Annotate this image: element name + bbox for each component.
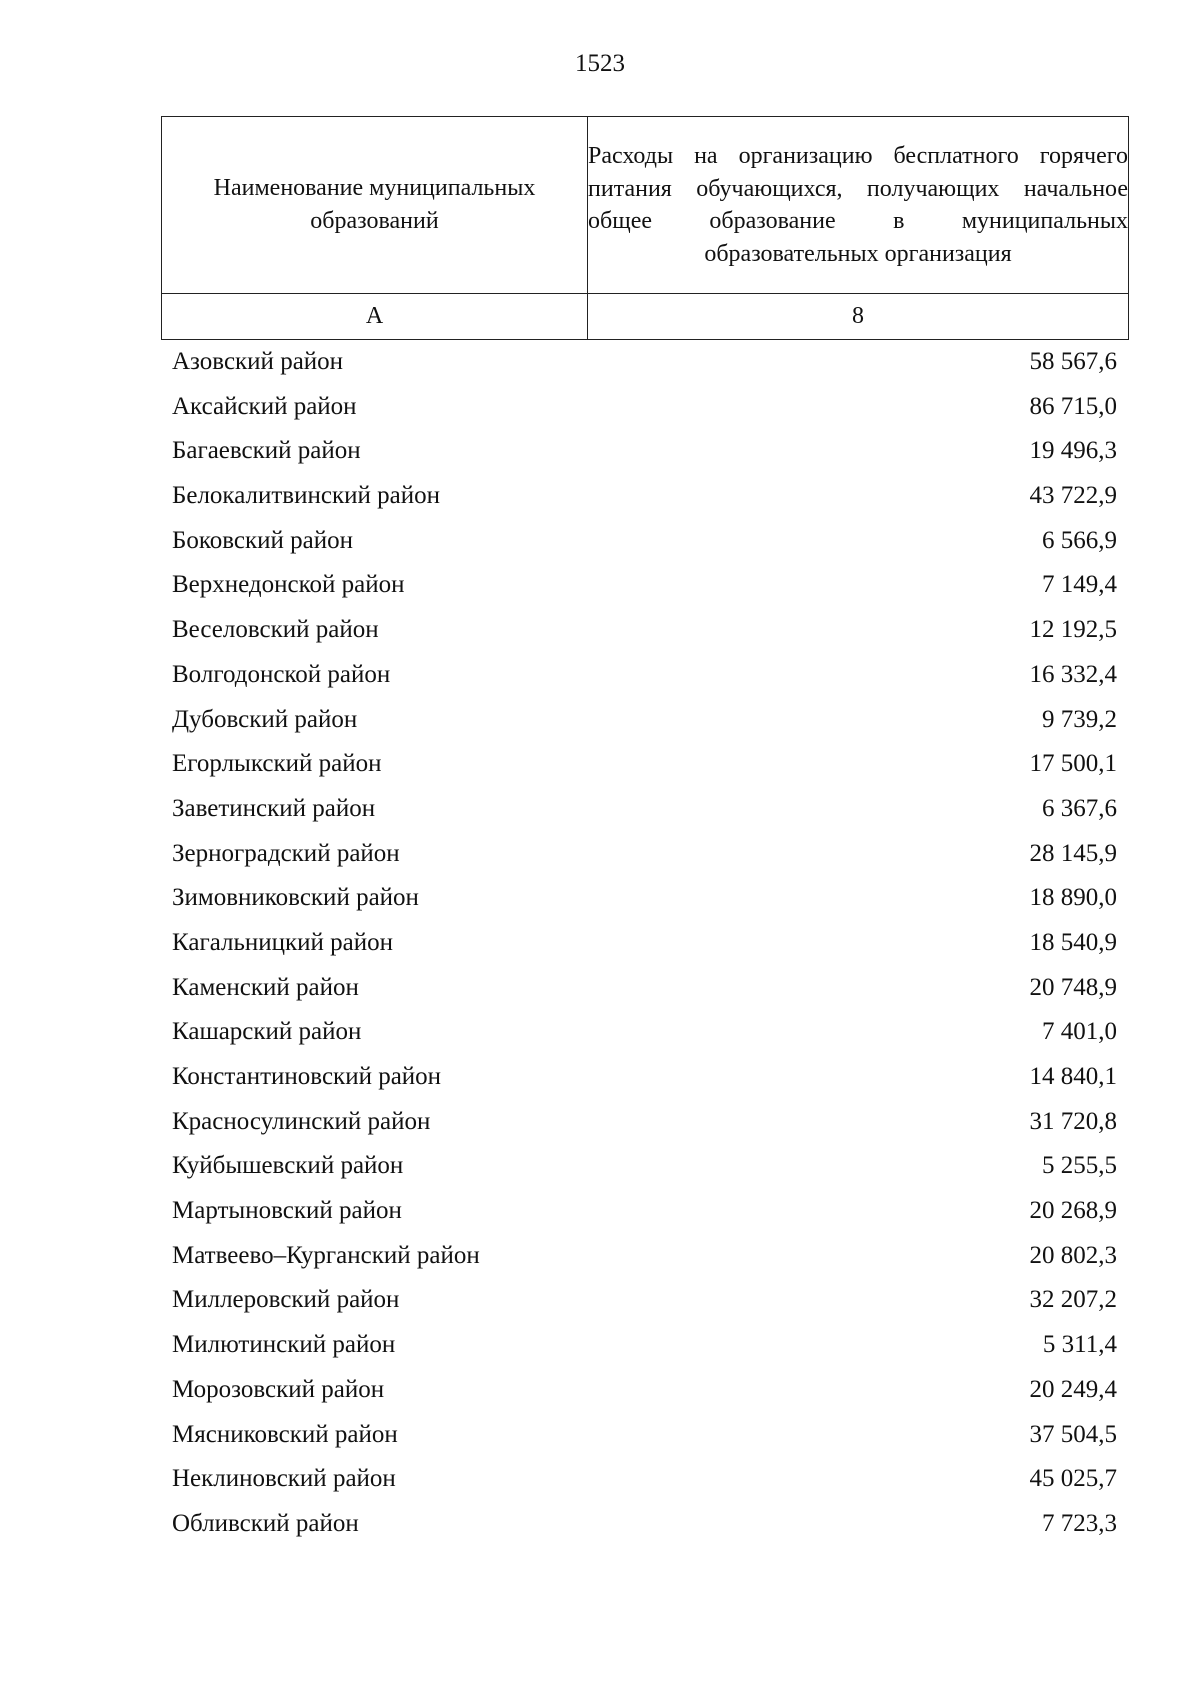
- district-name: Кагальницкий район: [172, 928, 394, 956]
- table-row: [172, 876, 1117, 921]
- district-value: 43 722,9: [1029, 482, 1117, 510]
- district-name: Матвеево–Курганский район: [172, 1241, 480, 1269]
- district-name: Верхнедонской район: [172, 571, 405, 599]
- table-row: [172, 519, 1117, 564]
- table-row: [172, 1144, 1117, 1189]
- district-value: 20 268,9: [1029, 1197, 1117, 1225]
- table-row: [172, 966, 1117, 1011]
- table-row: [172, 698, 1117, 743]
- page-number: 1523: [575, 50, 625, 77]
- district-name: Дубовский район: [172, 705, 358, 733]
- table-row: [172, 1010, 1117, 1055]
- table-row: [172, 921, 1117, 966]
- table-row: [172, 1100, 1117, 1145]
- district-value: 31 720,8: [1029, 1107, 1117, 1135]
- district-name: Мартыновский район: [172, 1197, 402, 1225]
- district-value: 12 192,5: [1029, 616, 1117, 644]
- column-header-value-text: Расходы на организацию бесплатного горячего питания обучающихся, получающих начальное общее образование в муниципальных образовательных организация: [588, 143, 1128, 267]
- district-name: Каменский район: [172, 973, 359, 1001]
- district-value: 17 500,1: [1029, 750, 1117, 778]
- district-name: Заветинский район: [172, 794, 376, 822]
- district-name: Миллеровский район: [172, 1286, 400, 1314]
- district-value: 7 723,3: [1042, 1509, 1117, 1537]
- header-row: [162, 117, 1129, 294]
- table-row: [172, 385, 1117, 430]
- table-row: [172, 787, 1117, 832]
- district-name: Куйбышевский район: [172, 1152, 404, 1180]
- district-value: 19 496,3: [1029, 437, 1117, 465]
- table-row: [172, 608, 1117, 653]
- table-row: [172, 1502, 1117, 1547]
- district-name: Веселовский район: [172, 616, 379, 644]
- district-value: 18 890,0: [1029, 884, 1117, 912]
- table-row: [172, 1457, 1117, 1502]
- district-value: 20 802,3: [1029, 1241, 1117, 1269]
- column-header-name: [162, 117, 588, 294]
- district-value: 58 567,6: [1029, 348, 1117, 375]
- table-row: [172, 1323, 1117, 1368]
- district-name: Морозовский район: [172, 1375, 385, 1403]
- district-value: 5 311,4: [1042, 1331, 1117, 1359]
- district-value: 14 840,1: [1029, 1063, 1117, 1090]
- district-value: 37 504,5: [1029, 1420, 1117, 1448]
- table-row: [172, 1234, 1117, 1279]
- table-row: [172, 474, 1117, 519]
- table-row: [172, 340, 1117, 385]
- district-name: Неклиновский район: [172, 1465, 396, 1493]
- table-body: [172, 340, 1117, 1547]
- district-name: Зерноградский район: [172, 839, 400, 867]
- table-row: [172, 563, 1117, 608]
- district-value: 5 255,5: [1042, 1152, 1117, 1180]
- district-name: Егорлыкский район: [172, 750, 382, 778]
- table-row: [172, 1413, 1117, 1458]
- table-row: [172, 1055, 1117, 1100]
- district-name: Азовский район: [172, 348, 344, 375]
- district-value: 28 145,9: [1029, 839, 1117, 867]
- district-name: Константиновский район: [172, 1063, 442, 1090]
- district-value: 7 401,0: [1042, 1018, 1117, 1046]
- district-value: 20 748,9: [1029, 973, 1117, 1001]
- district-value: 86 715,0: [1029, 392, 1117, 420]
- district-name: Красносулинский район: [172, 1107, 431, 1135]
- district-name: Багаевский район: [172, 437, 361, 465]
- district-value: 45 025,7: [1029, 1465, 1117, 1493]
- table-row: [172, 1278, 1117, 1323]
- column-header-name-text: Наименование муниципальных образований: [213, 175, 536, 234]
- district-name: Белокалитвинский район: [172, 482, 440, 510]
- table-row: [172, 832, 1117, 877]
- district-name: Боковский район: [172, 526, 353, 554]
- district-name: Милютинский район: [172, 1331, 396, 1359]
- table-row: [172, 653, 1117, 698]
- table-row: [172, 429, 1117, 474]
- column-header-value: [588, 117, 1129, 294]
- district-value: 18 540,9: [1029, 928, 1117, 956]
- district-value: 9 739,2: [1042, 705, 1117, 733]
- header-index-row: [162, 294, 1129, 340]
- table-header: [161, 116, 1129, 340]
- district-name: Зимовниковский район: [172, 884, 419, 912]
- column-index-name: А: [162, 294, 588, 340]
- table-row: [172, 742, 1117, 787]
- table-row: [172, 1189, 1117, 1234]
- district-name: Аксайский район: [172, 392, 357, 420]
- district-name: Мясниковский район: [172, 1420, 398, 1448]
- district-value: 6 566,9: [1042, 526, 1117, 554]
- district-value: 16 332,4: [1029, 660, 1117, 688]
- district-value: 20 249,4: [1029, 1375, 1117, 1403]
- district-name: Волгодонской район: [172, 660, 391, 688]
- district-value: 7 149,4: [1042, 571, 1117, 599]
- column-index-value: 8: [588, 294, 1129, 340]
- district-value: 6 367,6: [1042, 794, 1117, 822]
- district-name: Обливский район: [172, 1509, 359, 1537]
- table-row: [172, 1368, 1117, 1413]
- district-value: 32 207,2: [1029, 1286, 1117, 1314]
- district-name: Кашарский район: [172, 1018, 362, 1046]
